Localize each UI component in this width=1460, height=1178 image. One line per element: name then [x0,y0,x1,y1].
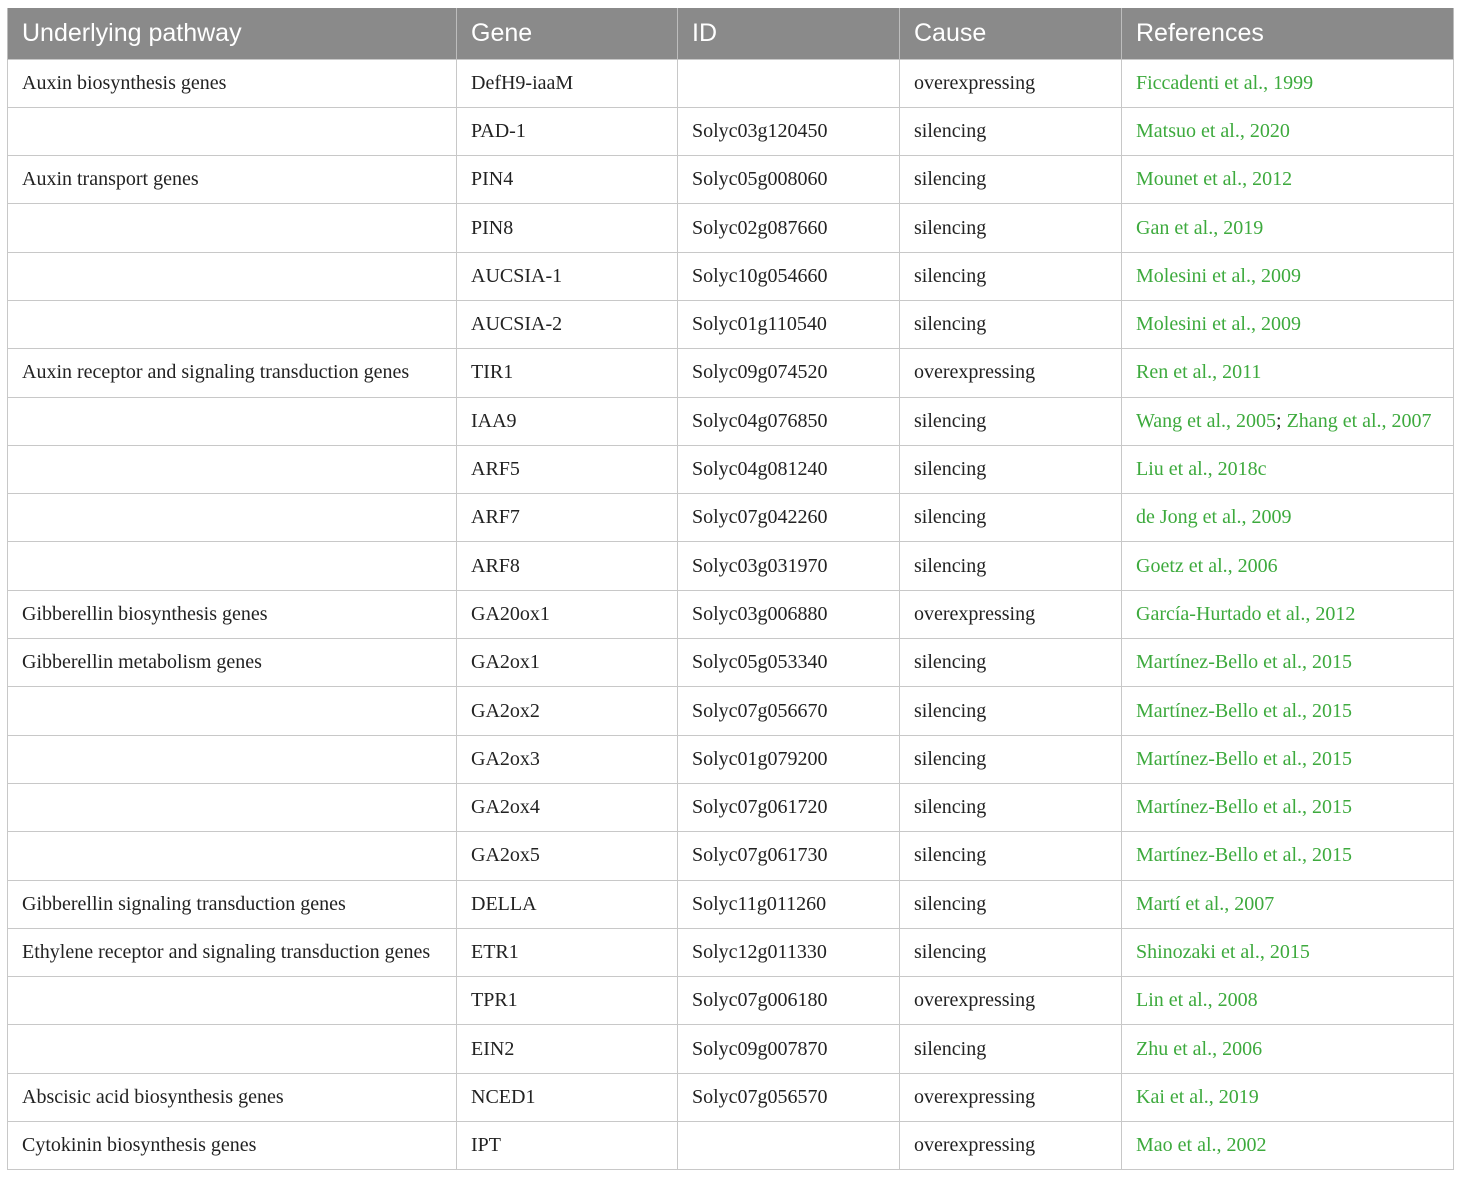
cell-id: Solyc07g056570 [678,1073,900,1121]
cell-references [1122,542,1454,590]
table-row [8,1073,1454,1121]
reference-link[interactable]: García-Hurtado et al., 2012 [1136,602,1356,625]
cell-id: Solyc01g079200 [678,735,900,783]
cell-id: Solyc10g054660 [678,252,900,300]
cell-cause: silencing [900,832,1122,880]
cell-id: Solyc07g061730 [678,832,900,880]
cell-cause: overexpressing [900,349,1122,397]
cell-id: Solyc02g087660 [678,204,900,252]
cell-gene: ETR1 [457,928,678,976]
cell-references [1122,494,1454,542]
cell-pathway [8,832,457,880]
reference-link[interactable]: Mao et al., 2002 [1136,1134,1267,1157]
cell-cause: silencing [900,1025,1122,1073]
table-row [8,639,1454,687]
table-row [8,832,1454,880]
cell-pathway: Abscisic acid biosynthesis genes [8,1073,457,1121]
table-row [8,928,1454,976]
cell-gene: DELLA [457,880,678,928]
cell-references [1122,928,1454,976]
cell-references [1122,349,1454,397]
cell-id [678,1122,900,1170]
table-header [8,8,1454,59]
cell-pathway [8,397,457,445]
cell-gene: IAA9 [457,397,678,445]
reference-link[interactable]: Gan et al., 2019 [1136,216,1264,239]
cell-id: Solyc07g056670 [678,687,900,735]
table-row [8,735,1454,783]
cell-cause: silencing [900,639,1122,687]
cell-gene: GA20ox1 [457,590,678,638]
reference-link[interactable]: de Jong et al., 2009 [1136,506,1292,529]
cell-cause: silencing [900,107,1122,155]
cell-id [678,59,900,107]
cell-gene: EIN2 [457,1025,678,1073]
cell-gene: IPT [457,1122,678,1170]
cell-cause: silencing [900,735,1122,783]
reference-link[interactable]: Kai et al., 2019 [1136,1085,1259,1108]
cell-pathway: Gibberellin metabolism genes [8,639,457,687]
cell-pathway: Auxin receptor and signaling transduction genes [8,349,457,397]
cell-cause: overexpressing [900,1073,1122,1121]
cell-pathway [8,687,457,735]
cell-gene: AUCSIA-2 [457,300,678,348]
cell-id: Solyc12g011330 [678,928,900,976]
cell-id: Solyc04g081240 [678,445,900,493]
cell-cause: silencing [900,300,1122,348]
cell-cause: silencing [900,494,1122,542]
cell-pathway [8,445,457,493]
cell-references [1122,397,1454,445]
cell-references [1122,735,1454,783]
reference-link[interactable]: Lin et al., 2008 [1136,989,1258,1012]
cell-gene: GA2ox4 [457,783,678,831]
reference-link[interactable]: Martínez-Bello et al., 2015 [1136,651,1353,674]
cell-gene: NCED1 [457,1073,678,1121]
cell-cause: silencing [900,687,1122,735]
table-row [8,590,1454,638]
reference-separator: ; [1276,409,1287,432]
cell-pathway [8,107,457,155]
header-references: References [1122,8,1454,59]
cell-references [1122,590,1454,638]
table-row [8,880,1454,928]
reference-link[interactable]: Shinozaki et al., 2015 [1136,940,1310,963]
header-row [8,8,1454,59]
cell-gene: GA2ox5 [457,832,678,880]
cell-id: Solyc03g031970 [678,542,900,590]
reference-link[interactable]: Zhang et al., 2007 [1286,409,1432,432]
header-id: ID [678,8,900,59]
reference-link[interactable]: Zhu et al., 2006 [1136,1037,1263,1060]
reference-link[interactable]: Molesini et al., 2009 [1136,264,1301,287]
cell-references [1122,687,1454,735]
reference-link[interactable]: Goetz et al., 2006 [1136,554,1278,577]
table-row [8,783,1454,831]
cell-references [1122,977,1454,1025]
cell-references [1122,445,1454,493]
table-row [8,300,1454,348]
cell-references [1122,880,1454,928]
cell-gene: GA2ox1 [457,639,678,687]
cell-id: Solyc05g053340 [678,639,900,687]
cell-references [1122,832,1454,880]
gene-table [7,8,1454,1170]
cell-gene: TPR1 [457,977,678,1025]
reference-link[interactable]: Matsuo et al., 2020 [1136,119,1290,142]
cell-cause: silencing [900,880,1122,928]
cell-gene: GA2ox3 [457,735,678,783]
cell-references [1122,156,1454,204]
reference-link[interactable]: Wang et al., 2005 [1136,409,1277,432]
cell-references [1122,1025,1454,1073]
table-row [8,349,1454,397]
cell-id: Solyc11g011260 [678,880,900,928]
reference-link[interactable]: Mounet et al., 2012 [1136,168,1293,191]
table-row [8,445,1454,493]
cell-id: Solyc09g007870 [678,1025,900,1073]
reference-link[interactable]: Martínez-Bello et al., 2015 [1136,844,1353,867]
cell-pathway: Ethylene receptor and signaling transduction genes [8,928,457,976]
cell-id: Solyc07g042260 [678,494,900,542]
cell-id: Solyc07g061720 [678,783,900,831]
cell-pathway [8,783,457,831]
cell-id: Solyc03g120450 [678,107,900,155]
cell-gene: ARF8 [457,542,678,590]
cell-cause: silencing [900,445,1122,493]
cell-cause: silencing [900,397,1122,445]
cell-pathway [8,735,457,783]
table-row [8,252,1454,300]
cell-references [1122,204,1454,252]
cell-references [1122,639,1454,687]
cell-pathway [8,977,457,1025]
cell-references [1122,300,1454,348]
cell-gene: ARF7 [457,494,678,542]
cell-references [1122,1073,1454,1121]
cell-pathway [8,542,457,590]
table-row [8,397,1454,445]
cell-gene: AUCSIA-1 [457,252,678,300]
reference-link[interactable]: Molesini et al., 2009 [1136,313,1301,336]
reference-link[interactable]: Ficcadenti et al., 1999 [1136,71,1314,94]
cell-cause: silencing [900,252,1122,300]
cell-pathway [8,494,457,542]
cell-cause: silencing [900,204,1122,252]
cell-pathway: Gibberellin signaling transduction genes [8,880,457,928]
cell-gene: ARF5 [457,445,678,493]
cell-id: Solyc05g008060 [678,156,900,204]
cell-gene: PIN8 [457,204,678,252]
header-cause: Cause [900,8,1122,59]
reference-link[interactable]: Martínez-Bello et al., 2015 [1136,699,1353,722]
reference-link[interactable]: Martínez-Bello et al., 2015 [1136,747,1353,770]
table-row [8,156,1454,204]
table-row [8,1122,1454,1170]
table-body [8,59,1454,1170]
cell-cause: overexpressing [900,59,1122,107]
cell-id: Solyc07g006180 [678,977,900,1025]
cell-gene: TIR1 [457,349,678,397]
cell-references [1122,59,1454,107]
cell-cause: silencing [900,542,1122,590]
cell-id: Solyc04g076850 [678,397,900,445]
cell-pathway [8,300,457,348]
cell-pathway: Auxin biosynthesis genes [8,59,457,107]
cell-gene: PIN4 [457,156,678,204]
table-row [8,542,1454,590]
table-row [8,494,1454,542]
cell-references [1122,107,1454,155]
cell-cause: overexpressing [900,590,1122,638]
cell-cause: overexpressing [900,977,1122,1025]
reference-link[interactable]: Ren et al., 2011 [1136,361,1262,384]
reference-link[interactable]: Liu et al., 2018c [1136,458,1267,481]
cell-gene: GA2ox2 [457,687,678,735]
cell-pathway [8,204,457,252]
table-row [8,1025,1454,1073]
cell-gene: PAD-1 [457,107,678,155]
reference-link[interactable]: Martí et al., 2007 [1136,892,1275,915]
table-row [8,59,1454,107]
table-row [8,687,1454,735]
table-row [8,977,1454,1025]
cell-id: Solyc03g006880 [678,590,900,638]
cell-references [1122,1122,1454,1170]
table-row [8,204,1454,252]
cell-pathway [8,252,457,300]
cell-cause: silencing [900,928,1122,976]
cell-cause: silencing [900,783,1122,831]
header-gene: Gene [457,8,678,59]
cell-id: Solyc01g110540 [678,300,900,348]
table-row [8,107,1454,155]
reference-link[interactable]: Martínez-Bello et al., 2015 [1136,796,1353,819]
cell-references [1122,252,1454,300]
header-underlying-pathway: Underlying pathway [8,8,457,59]
cell-id: Solyc09g074520 [678,349,900,397]
cell-cause: overexpressing [900,1122,1122,1170]
cell-cause: silencing [900,156,1122,204]
cell-pathway [8,1025,457,1073]
cell-gene: DefH9-iaaM [457,59,678,107]
cell-pathway: Gibberellin biosynthesis genes [8,590,457,638]
cell-references [1122,783,1454,831]
cell-pathway: Auxin transport genes [8,156,457,204]
cell-pathway: Cytokinin biosynthesis genes [8,1122,457,1170]
